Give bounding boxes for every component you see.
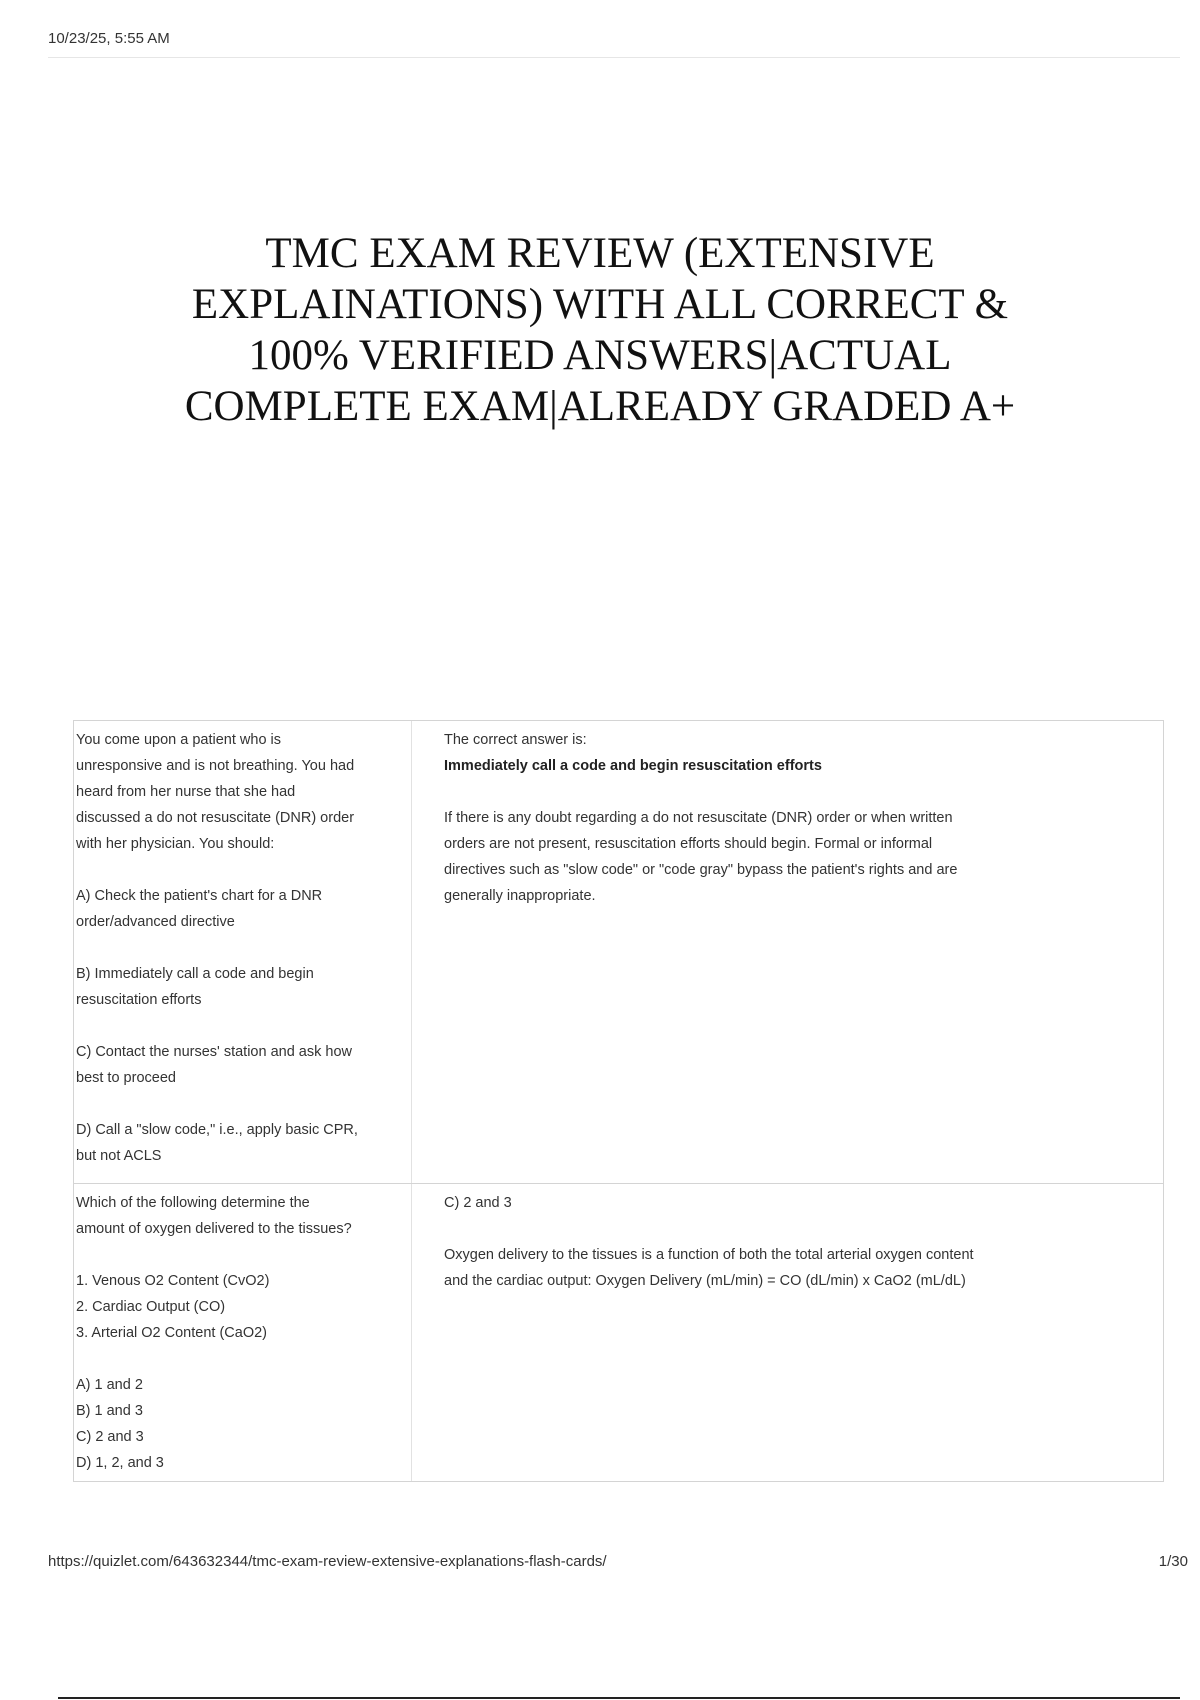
- answer-intro: The correct answer is:: [444, 732, 587, 748]
- answer-intro: C) 2 and 3: [444, 1195, 512, 1211]
- answer-explanation: Oxygen delivery to the tissues is a function of both the total arterial oxygen content and the cardiac output: Oxygen Delivery (mL/min) = CO (dL/min) x CaO2 (mL/dL): [444, 1247, 974, 1289]
- title-line: 100% VERIFIED ANSWERS|ACTUAL: [248, 332, 952, 379]
- print-timestamp: 10/23/25, 5:55 AM: [48, 30, 170, 47]
- answer-explanation: If there is any doubt regarding a do not resuscitate (DNR) order or when written orders are not present, resuscitation efforts should begin. Formal or informal directives such as "slow code" or "code gray" bypass the patient's rights and are generally inappropriate.: [444, 810, 958, 904]
- page-number: 1/30: [1158, 1553, 1188, 1570]
- flashcard-row: [74, 1184, 1163, 1481]
- header-divider: [48, 57, 1180, 58]
- correct-answer: Immediately call a code and begin resuscitation efforts: [444, 758, 822, 774]
- page-bottom-divider: [58, 1697, 1180, 1699]
- flashcard-definition: [412, 1184, 1163, 1481]
- flashcard-definition: [412, 721, 1163, 1183]
- flashcard-term: You come upon a patient who is unresponsive and is not breathing. You had heard from her nurse that she had discussed a do not resuscitate (DNR) order with her physician. You should: A) Check the patient's chart for a DNR order/advanced directive B) Immediately call a code and begin resuscitation efforts C) Contact the nurses' station and ask how best to proceed D) Call a "slow code," i.e., apply basic CPR, but not ACLS: [74, 721, 412, 1183]
- flashcard-term: Which of the following determine the amount of oxygen delivered to the tissues? 1. Venous O2 Content (CvO2) 2. Cardiac Output (CO) 3. Arterial O2 Content (CaO2) A) 1 and 2 B) 1 and 3 C) 2 and 3 D) 1, 2, and 3: [74, 1184, 412, 1481]
- flashcard-table: [73, 720, 1164, 1482]
- flashcard-row: [74, 721, 1163, 1184]
- title-line: COMPLETE EXAM|ALREADY GRADED A+: [184, 383, 1016, 430]
- source-url[interactable]: https://quizlet.com/643632344/tmc-exam-review-extensive-explanations-flash-cards/: [48, 1553, 607, 1570]
- title-line: EXPLAINATIONS) WITH ALL CORRECT &: [191, 281, 1009, 328]
- document-title: [120, 228, 1080, 432]
- title-line: TMC EXAM REVIEW (EXTENSIVE: [265, 230, 935, 277]
